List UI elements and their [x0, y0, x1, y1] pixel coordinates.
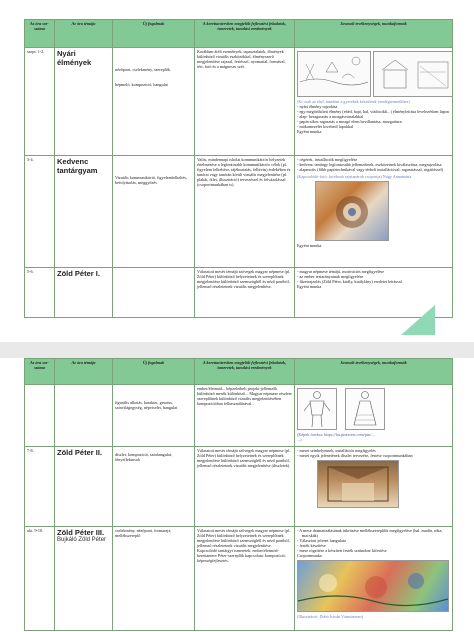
row-suggest [295, 527, 453, 631]
suggest-item: - az ember testarányainak megfigyelése [297, 274, 364, 279]
suggest-item: - cégérek, installációk megfigyelése [297, 157, 358, 162]
work-form-label: Csoportmunka [297, 553, 322, 558]
snail-sculpture-icon [316, 182, 388, 240]
row-tasks: Korábban átélt események, tapasztalatok, élmények különböző vizuális eszközökkel, élményszerű megjelenítése rajzzal, festéssel, nyomattal, formával, téri, fotó és a mágneses szét. [195, 48, 295, 156]
table-row [25, 48, 453, 156]
suggest-item-text: kedvenc tantárgy legfontosabb jellemzőinek, eszközeinek kiválasztása, megrajzolása [299, 162, 442, 167]
topic-title: Zöld Péter II. [57, 448, 103, 457]
header-topic: Az óra témája [55, 20, 113, 48]
suggest-item: - kedvenc tantárgy legfontosabb jellemzőinek, eszközeinek kiválasztása, megrajzolása [297, 162, 442, 167]
concept-line: figurális alkotás, karakter, gesztus, színvilágegység, népviselet, hangulat [115, 400, 178, 410]
row-tasks: ember/életmód... képzeletbeli projekt-jellemzők különböző mesék különböző... Magyar népmese részlete szereplőinek különböző vizuális megjelenítésében kompozícióban felhasználásával... [195, 385, 295, 447]
table-header-row [25, 359, 453, 385]
suggest-item-text: alap- beragasztás a mozgásvonalakkal [299, 114, 364, 119]
suggest-item: - Választott jelenet hangulata [297, 538, 346, 543]
sketch-image-boats [297, 51, 371, 97]
row-suggest [295, 447, 453, 527]
header-topic: Az óra témája [55, 359, 113, 385]
suggest-item: - A mese dramatizálásának tükrözése mellékszereplőik megfigyelése (hal, madár, róka, macskák) [297, 528, 443, 538]
row-concepts [113, 385, 195, 447]
suggest-item: - magyar népmese témájú, motivációs megfigyelése [297, 269, 384, 274]
suggest-item: - alapmotív (főbb papírtechnikával vagy térbeli installációval, ragasztással, rögzítéssel) [297, 167, 444, 172]
illustration-pair [297, 386, 450, 432]
row-concepts [113, 447, 195, 527]
row-time: okt. 9-10. [25, 527, 55, 631]
row-topic [55, 527, 113, 631]
row-topic [55, 156, 113, 268]
suggest-item: - festék készítése [297, 543, 326, 548]
work-form-label: Egyéni munka [297, 284, 322, 289]
puppet-stage-icon [318, 461, 398, 507]
row-topic [55, 268, 113, 318]
header-time: Az óra sor-száma [25, 359, 55, 385]
work-form-label: Egyéni munka [297, 129, 322, 134]
table-row [25, 527, 453, 631]
image-source-link[interactable]: ...) [297, 437, 302, 442]
header-concepts: Új fogalmak [113, 359, 195, 385]
suggest-item-text: alapmotív (főbb papírtechnikával vagy térbeli installációval, ragasztással, rögzítéssel) [299, 167, 444, 172]
topic-title: Zöld Péter I. [57, 269, 100, 278]
concept-line: díszlet, kompozíció, színhangulat, fényeffektusok [115, 452, 173, 462]
sketch-image-house [373, 51, 453, 97]
work-form-label: Egyéni munka [297, 243, 322, 248]
header-suggest: Javasolt tevékenységek, munkaformák [295, 20, 453, 48]
suggest-item: - fűzetrajzolás (Zöld Péter, király, királylány) eredetei leírással [297, 279, 402, 284]
row-concepts [113, 48, 195, 156]
table-row [25, 385, 453, 447]
costume-sketch-man [297, 388, 337, 430]
suggest-item: - alap- beragasztás a mozgásvonalakkal [297, 114, 364, 119]
suggest-item-text: magyar népmese témájú, motivációs megfigyelése [299, 269, 384, 274]
header-concepts: Új fogalmak [113, 20, 195, 48]
image-source-link[interactable]: (Képek forrása: https://hu.pinterest.com/pin/... [297, 432, 375, 437]
suggest-item-text: egy megörökített élmény (ebéd, hajó, bal, vízibicikli...) élményleírása levelezésben lapon [299, 109, 449, 114]
suggest-item: - mesei egyik jelenetének díszlet tervezése, festése csoportmunkában [297, 453, 413, 458]
row-suggest [295, 156, 453, 268]
row-concepts [113, 527, 195, 631]
header-suggest: Javasolt tevékenységek, munkaformák [295, 359, 453, 385]
suggest-caption: (Ki csak az első, mindent a gyerekek készülnek vendégtermeikhez) [297, 99, 410, 104]
row-suggest [295, 48, 453, 156]
suggest-item-text: mese rögzítése a készített festék szabadon/ kifestése [299, 548, 387, 553]
suggest-item-text: papírcsíkos ragasztás a mozgó elem bevillantása, mozgatásra [299, 119, 402, 124]
topic-title: Nyári élmények [57, 49, 92, 67]
row-time: 7-8. [25, 447, 55, 527]
row-tasks: Választott mesés témájú szövegek magyar népmese (pl. Zöld Péter) különböző helyzeteinek és szereplőinek megjelenítése különböző szemszögből és néző pontból, jellemző részleteinek vizuális megjelenítése (díszletek). [195, 447, 295, 527]
illustration-caption: (Illusztráció: Dobó István Vármúzeum) [297, 614, 364, 619]
suggest-item-text: A mese dramatizálásának tükrözése mellékszereplőik megfigyelése (hal, madár, róka, macskák) [299, 528, 443, 538]
header-tasks: A kerettantervben megjelölt fejlesztési feladatok, ismeretek, tanulási eredmények [195, 359, 295, 385]
image-source: (Kapcsolódó-fotó: facebook rajztanárok csoportja) Nagy Annamária [297, 174, 412, 179]
suggest-item-text: cégérek, installációk megfigyelése [299, 157, 358, 162]
row-concepts [113, 156, 195, 268]
photo-stage-model [317, 460, 399, 508]
row-concepts [113, 268, 195, 318]
suggest-item-text: mesei színhelyeinek, installációs megfigyelés [299, 448, 376, 453]
mural-illustration-icon [298, 561, 448, 611]
table-header-row [25, 20, 453, 48]
suggest-item-text: mesei egyik jelenetének díszlet tervezése, festése csoportmunkában [299, 453, 413, 458]
table-row [25, 268, 453, 318]
suggest-item-text: mókamezelés kivehető lapokkal [299, 124, 354, 129]
costume-sketch-woman [345, 388, 385, 430]
row-tasks: Valós, mindennapi iskolai kommunikációs helyzetek értelmezése a legfontosabb kommunikációs célok (pl. figyelem felkeltése, tájékoztatás, felhívás) érdekében és tanórai vagy tanórán kívüli vizuális megjelenítése (pl. plakát, ötlet, illusztráció) tervezéssel és felvázolással (csoportmunkában is). [195, 156, 295, 268]
concept-line: hépmeló, kompozíció, hangulat [115, 82, 168, 87]
suggest-item: - mese rögzítése a készített festék szabadon/ kifestése [297, 548, 387, 553]
suggest-item-text: fűzetrajzolás (Zöld Péter, király, királylány) eredetei leírással [299, 279, 402, 284]
table-row [25, 447, 453, 527]
row-topic [55, 385, 113, 447]
suggest-item: - egy megörökített élmény (ebéd, hajó, bal, vízibicikli...) élményleírása levelezésben lapon [297, 109, 449, 114]
row-time: 5-6. [25, 268, 55, 318]
topic-title: Kedvenc tantárgyam [57, 157, 98, 175]
row-topic [55, 48, 113, 156]
suggest-item-text: Választott jelenet hangulata [299, 538, 346, 543]
concept-line: Vizuális kommunikáció, figyelemfelkeltés, befolyásolás, meggyőzés [115, 175, 188, 185]
suggest-item: - nyári élmény rajzolása [297, 104, 338, 109]
curriculum-table-1 [24, 19, 453, 318]
suggest-item-text: festék készítése [299, 543, 326, 548]
suggest-item-text: nyári élmény rajzolása [299, 104, 338, 109]
suggest-item: - mesei színhelyeinek, installációs megfigyelés [297, 448, 376, 453]
suggest-item: - papírcsíkos ragasztás a mozgó elem bevillantása, mozgatásra [297, 119, 402, 124]
row-suggest [295, 385, 453, 447]
row-time [25, 385, 55, 447]
row-topic [55, 447, 113, 527]
topic-title: Zöld Péter III. [57, 528, 105, 537]
folk-costume-man-icon [298, 389, 336, 429]
photo-snail-sculpture [315, 181, 389, 241]
house-sketch-icon [374, 52, 453, 96]
curriculum-table-2 [24, 358, 453, 631]
page-separator [0, 342, 474, 358]
row-time: szept. 1-2. [25, 48, 55, 156]
concept-line: cselekmény, nézőpont, formarajz, mellékszereplő [115, 528, 172, 538]
photo-group-mural [297, 560, 449, 612]
row-tasks: Választott mesés témájú szövegek magyar népmese (pl. Zöld Péter) különböző helyzeteinek és szereplőinek megjelenítése különböző szemszögből és néző pontból, jellemző részleteinek vizuális megjelenítése. Kapcsolódó tantárgyi ismeretek: ember/életmód-kerettanterv Péter-szereplők kapcsolata: kompozíció, képességfejlesztés. [195, 527, 295, 631]
row-time: 3-4. [25, 156, 55, 268]
suggest-item: - mókamezelés kivehető lapokkal [297, 124, 354, 129]
header-time: Az óra sor-száma [25, 20, 55, 48]
page-corner-decoration [401, 305, 435, 335]
illustration-pair [297, 49, 450, 99]
table-row [25, 156, 453, 268]
topic-subtitle: Bujkáló Zöld Péter [57, 537, 107, 543]
suggest-item-text: az ember testarányainak megfigyelése [299, 274, 364, 279]
beach-sketch-icon [298, 52, 370, 96]
header-tasks: A kerettantervben megjelölt fejlesztési feladatok, ismeretek, tanulási eredmények [195, 20, 295, 48]
folk-costume-woman-icon [346, 389, 384, 429]
concept-line: nézőpont, cselekmény, szereplők [115, 67, 171, 72]
row-tasks: Választott mesés témájú szövegek magyar népmese (pl. Zöld Péter) különböző helyzeteinek és szereplőinek megjelenítése különböző szemszögből és néző pontból, jellemző részleteinek vizuális megjelenítése. [195, 268, 295, 318]
